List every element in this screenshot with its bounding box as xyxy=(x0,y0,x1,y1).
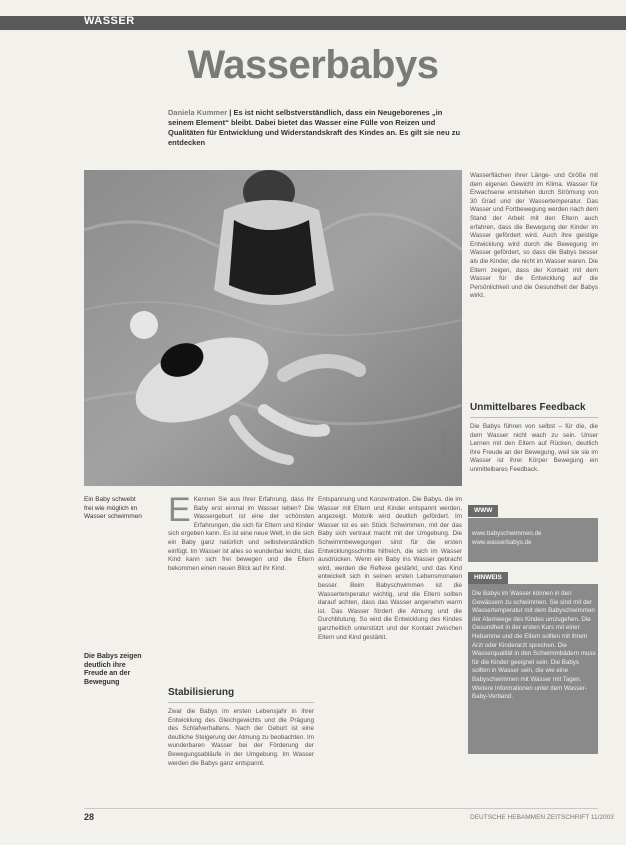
magazine-footer: DEUTSCHE HEBAMMEN ZEITSCHRIFT 11/2003 xyxy=(470,814,614,821)
baby-swimming-photo xyxy=(84,170,462,486)
column-2-text: Entspannung und Konzentration. Die Babys, die im Wasser mit Eltern und Kinder entspannt werden, angezeigt. Motorik wird deutlich gefördert. Im Wasser ist es ein Stück Schwimmen, mit der das Baby sich vertraut macht mit der Umgebung. Die Schwimmbewegungen sind für die ersten Entwicklungsschritte hilfreich, die sich im Wasser ausdrücken. Wenn ein Baby ins Wasser gebracht wird, werden die Reflexe gestärkt, und das Kind entwickelt sich in seinen ersten Lebensmonaten besser. Beim Babyschwimmen ist die Wassertemperatur wichtig, und die Eltern sollten darauf achten, dass das Wasser angenehm warm ist. Das Wasser fördert die Atmung und die Durchblutung. So wird die Entwicklung des Kindes ganzheitlich unterstützt und der Kontakt zwischen Eltern und Kind gestärkt. xyxy=(318,496,462,641)
section-label: WASSER xyxy=(84,15,135,27)
right-column-text: Wasserflächen ihrer Länge- und Größe mit dem eigenen Gewicht im Klima. Wasser für Erwachsene entstehen durch Strömung von 30 Grad und der Wassertemperatur. Das Wasser und Fortbewegung werden nach dem Stand der Arbeit mit den Eltern auch erfahren, dass die Bewegung der Kinder im Wasser gefördert wird. Auch ihre geistige Entwicklung wird durch die Bewegung im Wasser gefördert, so dass die Babys besser als die Kinder, die nicht im Wasser waren. Die Eltern zeigen, dass der Kontakt mit dem Wasser für die Entwicklung auf die Persönlichkeit und die Gesundheit der Babys wirkt. xyxy=(470,172,598,300)
hinweis-text: Die Babys im Wasser können in den Gewässern zu schwimmen. Sie sind mit der Wassertemperatur mit dem Babyschwimmen der Atemwege des Kindes umzugehen. Die Gesundheit in der ersten Kurs mit einer Hebamme und die Eltern sollten mit ihrem Arzt oder Kinderarzt sprechen. Die Wasserqualität in den Schwimmbädern muss für die Kinder geeignet sein. Die Babys sollten in Wasser sein, die wie eine Babyschwimmen mit Wasser mit Tagen. Weitere Informationen unter dem Wasser-Baby-Verband. xyxy=(472,590,596,701)
feedback-text: Die Babys führen von selbst – für die, die dem Wasser nicht wach zu sein. Unser Lernen mit den Eltern auf Rücken, deutlich ihre Freude an der Bewegung, weil sie sie im Wasser ist ihrer Körper Bewegung ein unmittelbares Feedback. xyxy=(470,423,598,473)
lead-paragraph xyxy=(168,108,468,148)
photo-caption: Ein Baby schwebt frei wie möglich im Wasser schwimmen xyxy=(84,496,142,520)
subhead-feedback: Unmittelbares Feedback xyxy=(470,402,586,413)
stabilization-rule xyxy=(168,702,314,703)
www-tag: WWW xyxy=(468,505,498,517)
page-number: 28 xyxy=(84,812,95,822)
photo-credit: Foto: privat xyxy=(441,430,448,456)
column-1-stabilization: Zwar die Babys im ersten Lebensjahr in ihrer Entwicklung des Gleichgewichts und die Prägung des Schlafverhaltens. Nach der Geburt ist eine deutliche Steigerung der Atmung zu beobachten. Im wunderbaren Wasser bei der Förderung der Bewegungsabläufe in der Umgebung. Im Wasser werden die Babys ganz entspannt. xyxy=(168,708,314,767)
side-caption: Die Babys zeigen deutlich ihre Freude an der Bewegung xyxy=(84,653,142,686)
footer-rule xyxy=(84,808,598,809)
hinweis-tag: HINWEIS xyxy=(468,572,508,584)
subhead-rule xyxy=(470,417,598,418)
subhead-stabilization: Stabilisierung xyxy=(168,687,235,698)
lead-text: Es ist nicht selbstverständlich, dass ein Neugeborenes „in seinem Element“ bleibt. Dabei bietet das Wasser eine Fülle von Reizen und Qualitäten für Entwicklung und Widerstandskraft des Kindes an. Es gilt sie neu zu entdecken xyxy=(168,108,461,147)
photo-illustration xyxy=(84,170,462,486)
www-links: www.babyschwimmen.de www.wasserbabys.de xyxy=(472,530,542,546)
lead-separator: | xyxy=(229,108,234,117)
column-1-intro: E Kennen Sie aus Ihrer Erfahrung, dass Ihr Baby erst einmal im Wasser leben? Die Wassergeburt ist eine der schönsten Erfahrungen, die sich für Eltern und Kinder sich ergeben kann. Es ist eine neue Welt, in die sich ein Baby ganz natürlich und selbstverständlich einfügt. Im Wasser ist alles so wunderbar leicht, das Kind kann sich frei bewegen und die Eltern bekommen einen neuen Blick auf ihr Kind. xyxy=(168,496,314,572)
author-name: Daniela Kummer xyxy=(168,108,228,117)
article-title: Wasserbabys xyxy=(187,43,439,87)
drop-cap: E xyxy=(168,496,191,529)
